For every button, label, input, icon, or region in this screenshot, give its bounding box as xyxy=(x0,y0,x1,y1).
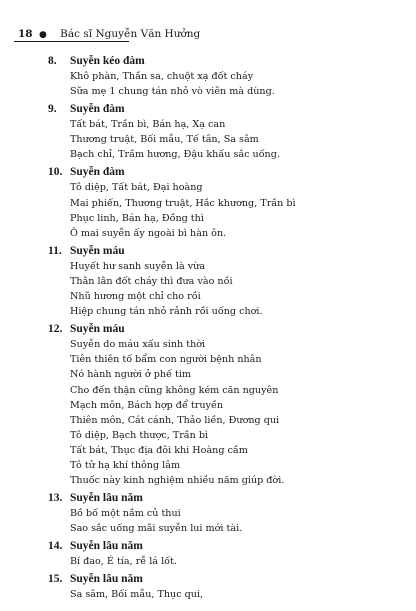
verse-line: Tô diệp, Bạch thược, Trần bì xyxy=(70,429,209,441)
entry-heading xyxy=(48,165,398,180)
remedy-entry xyxy=(48,165,398,240)
verse-line: Huyết hư sanh suyễn là vừa xyxy=(70,260,206,272)
verse-line: Sữa mẹ 1 chung tán nhỏ vò viên mà dùng. xyxy=(70,86,275,98)
remedy-entry xyxy=(48,54,398,99)
verse-line: Tất bát, Thục địa đôi khi Hoàng cầm xyxy=(70,444,248,456)
bullet-icon: ● xyxy=(38,30,47,40)
entry-title: Suyễn lâu năm xyxy=(70,540,143,553)
entry-number: 11. xyxy=(48,244,62,257)
entry-heading xyxy=(48,539,398,554)
page-number: 18 xyxy=(18,28,33,40)
entry-title: Suyễn máu xyxy=(70,244,125,257)
verse-line: Suyễn do máu xấu sinh thời xyxy=(70,339,206,351)
remedy-entry xyxy=(48,102,398,162)
running-title: Bác sĩ Nguyễn Văn Hưởng xyxy=(60,28,201,40)
entry-number: 10. xyxy=(48,166,63,179)
verse-line: Ô mai suyễn ấy ngoài bì hàn ôn. xyxy=(70,227,227,239)
entry-title: Suyễn lâu năm xyxy=(70,573,143,586)
verse-line: Bồ bố một nắm củ thui xyxy=(70,508,181,520)
verse-line: Thằn lằn đốt cháy thì đưa vào nồi xyxy=(70,275,233,287)
remedy-entry xyxy=(48,322,398,488)
verse-line: Nó hành người ở phế tim xyxy=(70,369,192,381)
entry-heading xyxy=(48,491,398,506)
verse-line: Thương truật, Bối mẫu, Tế tân, Sa sâm xyxy=(70,134,259,146)
remedy-entry xyxy=(48,244,398,319)
entry-title: Suyễn đàm xyxy=(70,103,125,116)
verse-line: Sa sâm, Bối mẫu, Thục qui, xyxy=(70,589,204,601)
entry-heading xyxy=(48,322,398,337)
entry-number: 13. xyxy=(48,492,63,505)
verse-line: Nhũ hương một chỉ cho rồi xyxy=(70,291,201,303)
entry-number: 12. xyxy=(48,323,63,336)
verse-line: Hiệp chung tán nhỏ rảnh rồi uống chơi. xyxy=(70,306,263,318)
remedy-entry xyxy=(48,572,398,602)
verse-line: Mai phiến, Thương truật, Hắc khương, Trần bì xyxy=(70,197,296,209)
verse-line: Bí đao, É tía, rễ lá lốt. xyxy=(70,556,177,568)
entry-heading xyxy=(48,572,398,587)
entry-number: 9. xyxy=(48,103,57,116)
verse-line: Cho đến thận cũng không kém căn nguyên xyxy=(70,384,279,396)
verse-line: Mạch môn, Bách hợp để truyền xyxy=(70,399,224,411)
verse-line: Phục linh, Bán hạ, Đồng thì xyxy=(70,212,204,224)
verse-line: Thiên môn, Cát cánh, Thảo liền, Đương qui xyxy=(70,414,280,426)
entry-title: Suyễn lâu năm xyxy=(70,492,143,505)
verse-line: Tiên thiên tố bẩm con người bệnh nhân xyxy=(70,354,262,366)
verse-line: Tất bát, Trần bì, Bán hạ, Xạ can xyxy=(70,119,226,131)
entry-number: 14. xyxy=(48,540,63,553)
verse-line: Bạch chỉ, Trầm hương, Đậu khấu sắc uống. xyxy=(70,149,280,161)
verse-line: Tô tử hạ khí thông lâm xyxy=(70,459,181,471)
entry-title: Suyễn máu xyxy=(70,323,125,336)
entry-heading xyxy=(48,54,398,69)
running-header xyxy=(18,28,318,41)
entry-heading xyxy=(48,244,398,259)
entry-title: Suyễn kéo đàm xyxy=(70,55,145,67)
verse-line: Tô diệp, Tất bát, Đại hoàng xyxy=(70,182,203,194)
verse-line: Khô phàn, Thần sa, chuột xạ đốt cháy xyxy=(70,71,254,82)
header-rule xyxy=(14,41,129,42)
entry-number: 15. xyxy=(48,573,63,586)
entry-number: 8. xyxy=(48,55,57,67)
remedy-entry xyxy=(48,539,398,569)
remedy-entry xyxy=(48,491,398,536)
entry-title: Suyễn đàm xyxy=(70,166,125,179)
verse-line: Sao sắc uống mãi suyễn lui mới tài. xyxy=(70,523,243,535)
remedy-list xyxy=(48,54,398,606)
entry-heading xyxy=(48,102,398,117)
verse-line: Thuốc này kinh nghiệm nhiều năm giúp đời. xyxy=(70,475,285,487)
